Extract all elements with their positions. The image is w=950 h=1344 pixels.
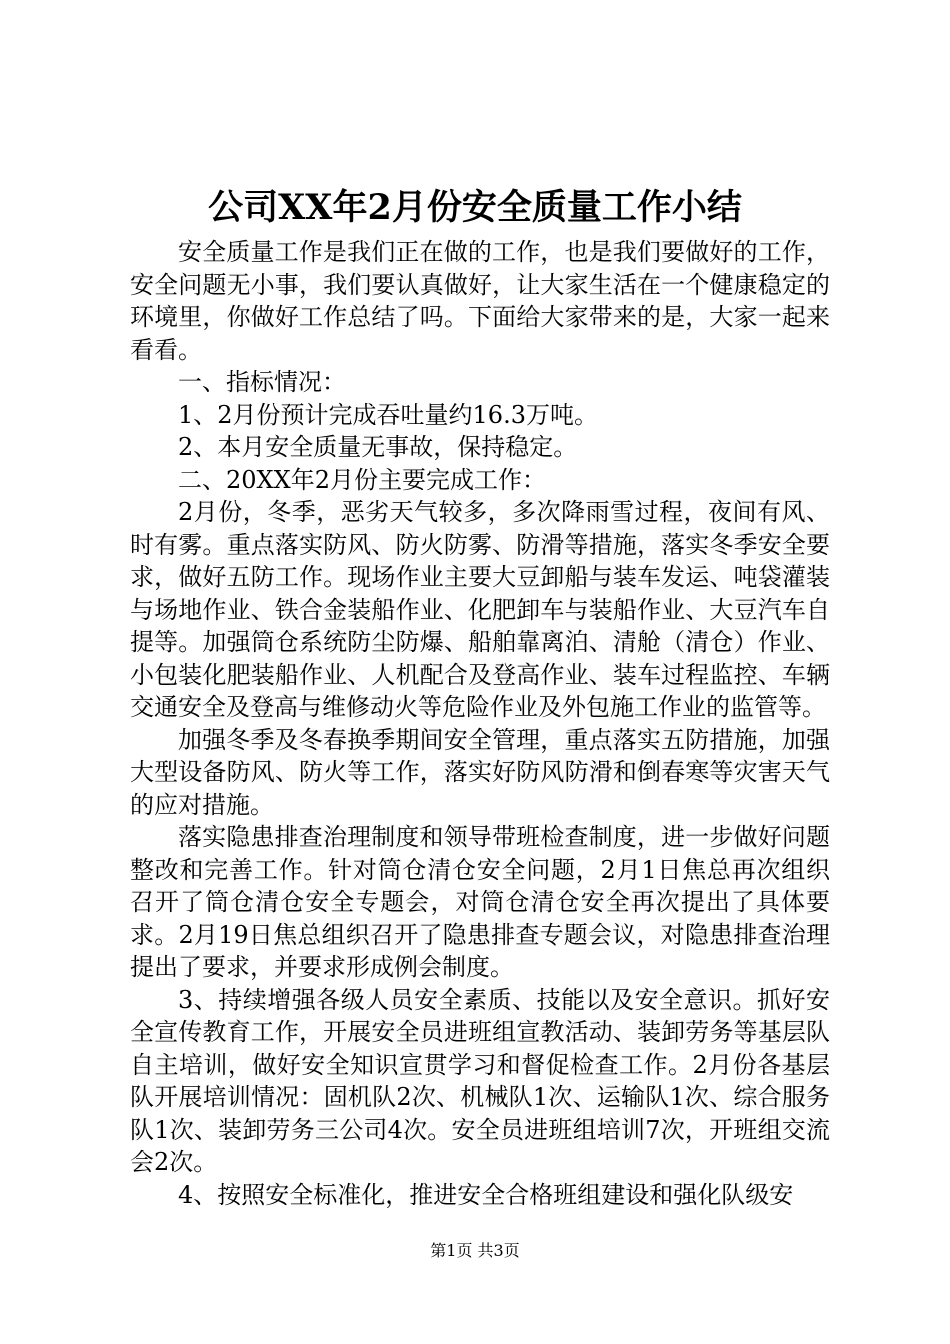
paragraph-section-1-heading: 一、指标情况： [178,368,346,396]
document-title: 公司XX年2月份安全质量工作小结 [208,187,742,228]
paragraph-item-2: 2、本月安全质量无事故，保持稳定。 [178,433,578,461]
paragraph-item-3: 3、持续增强各级人员安全素质、技能以及安全意识。抓好安全宣传教育工作，开展安全员进班组宣教活动、装卸劳务等基层队自主培训，做好安全知识宣贯学习和督促检查工作。2月份各基层队开展培训情况：固机队2次、机械队1次、运输队1次、综合服务队1次、装卸劳务三公司4次。安全员进班组培训7次，开班组交流会2次。 [130,985,830,1176]
paragraph-item-1: 1、2月份预计完成吞吐量约16.3万吨。 [178,400,598,429]
paragraph-hazard-inspection: 落实隐患排查治理制度和领导带班检查制度，进一步做好问题整改和完善工作。针对筒仓清仓安全问题，2月1日焦总再次组织召开了筒仓清仓安全专题会，对筒仓清仓安全再次提出了具体要求。2月19日焦总组织召开了隐患排查专题会议，对隐患排查治理提出了要求，并要求形成例会制度。 [130,823,830,981]
paragraph-item-4: 4、按照安全标准化，推进安全合格班组建设和强化队级安 [178,1180,794,1209]
page-number-footer: 第1页 共3页 [430,1241,520,1260]
paragraph-intro: 安全质量工作是我们正在做的工作，也是我们要做好的工作，安全问题无小事，我们要认真做好，让大家生活在一个健康稳定的环境里，你做好工作总结了吗。下面给大家带来的是，大家一起来看看。 [130,238,830,364]
document-body [130,236,830,1211]
paragraph-section-2-heading: 二、20XX年2月份主要完成工作： [178,465,546,494]
paragraph-winter-management: 加强冬季及冬春换季期间安全管理，重点落实五防措施，加强大型设备防风、防火等工作，落实好防风防滑和倒春寒等灾害天气的应对措施。 [130,725,830,819]
paragraph-february-work: 2月份，冬季，恶劣天气较多，多次降雨雪过程，夜间有风、时有雾。重点落实防风、防火防雾、防滑等措施，落实冬季安全要求，做好五防工作。现场作业主要大豆卸船与装车发运、吨袋灌装与场地作业、铁合金装船作业、化肥卸车与装船作业、大豆汽车自提等。加强筒仓系统防尘防爆、船舶靠离泊、清舱（清仓）作业、小包装化肥装船作业、人机配合及登高作业、装车过程监控、车辆交通安全及登高与维修动火等危险作业及外包施工作业的监管等。 [130,498,830,721]
